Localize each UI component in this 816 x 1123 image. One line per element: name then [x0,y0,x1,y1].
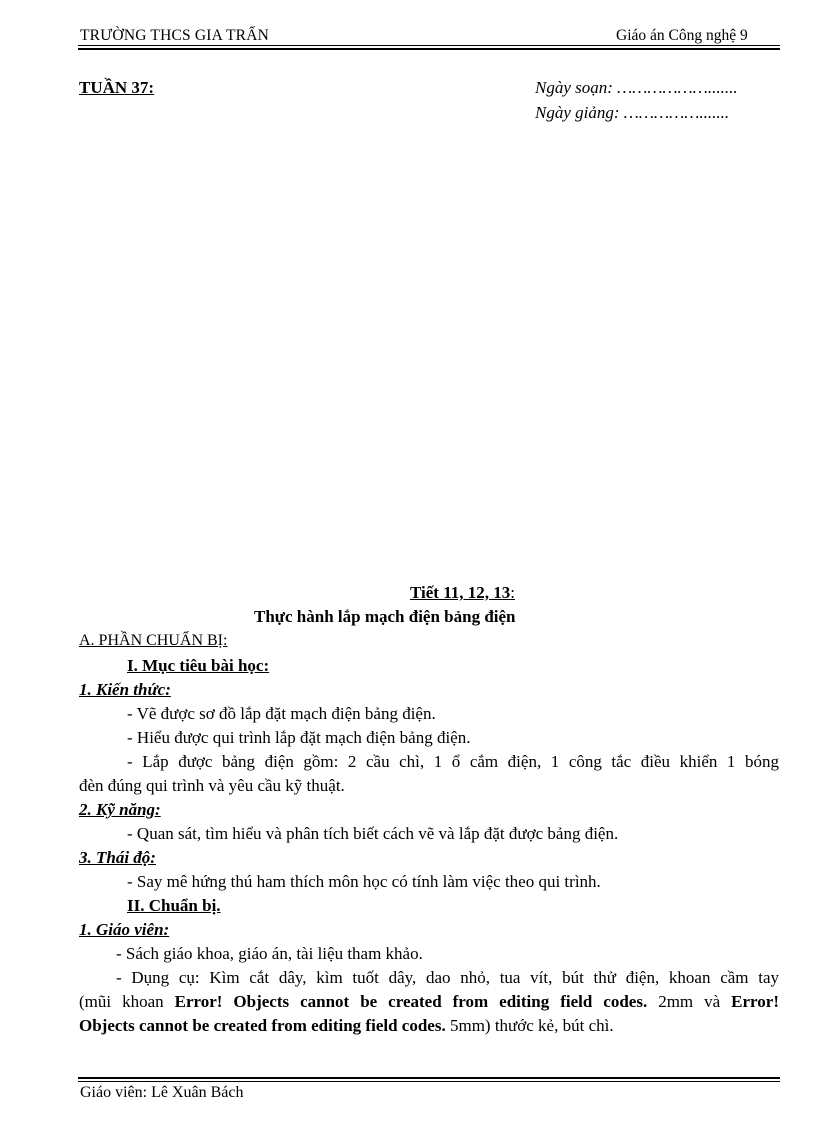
date-taught: Ngày giảng: ……………....... [535,103,730,122]
objectives-heading: I. Mục tiêu bài học: [127,656,270,675]
attitude-heading: 3. Thái độ: [79,848,156,867]
field-error-text: Error! Objects cannot be created from editing field codes. [174,992,648,1011]
preparation-heading: II. Chuẩn bị. [127,896,221,915]
lesson-title: Thực hành lắp mạch điện bảng điện [254,607,516,626]
header-subject: Giáo án Công nghệ 9 [616,27,748,44]
tools-line-3: Objects cannot be created from editing field codes. 5mm) thước kẻ, bút chì. [79,1016,614,1035]
knowledge-item: - Hiểu được qui trình lắp đặt mạch điện bảng điện. [127,728,471,747]
section-a-heading: A. PHẦN CHUẨN BỊ: [79,632,228,649]
materials-item: - Sách giáo khoa, giáo án, tài liệu tham khảo. [116,944,423,963]
header-school: TRƯỜNG THCS GIA TRẤN [80,27,269,44]
skills-heading: 2. Kỹ năng: [79,800,161,819]
knowledge-item: - Lắp được bảng điện gồm: 2 cầu chì, 1 ổ cắm điện, 1 công tắc điều khiển 1 bóng [127,752,779,771]
teacher-heading: 1. Giáo viên: [79,920,170,939]
header-rule-bottom [78,48,780,50]
header-rule-top [78,45,780,46]
footer-rule-top [78,1077,780,1079]
footer-rule-bottom [78,1081,780,1082]
attitude-item: - Say mê hứng thú ham thích môn học có tính làm việc theo qui trình. [127,872,601,891]
tools-line-1: - Dụng cụ: Kìm cắt dây, kìm tuốt dây, dao nhỏ, tua vít, bút thử điện, khoan cầm tay [116,968,779,987]
tools-line-2: (mũi khoan Error! Objects cannot be created from editing field codes. 2mm và Error! [79,992,779,1011]
skills-item: - Quan sát, tìm hiểu và phân tích biết cách vẽ và lắp đặt được bảng điện. [127,824,619,843]
knowledge-item: - Vẽ được sơ đồ lắp đặt mạch điện bảng điện. [127,704,436,723]
week-label: TUẦN 37: [79,78,155,97]
date-prepared: Ngày soạn: ………………....... [535,78,738,97]
knowledge-heading: 1. Kiến thức: [79,680,171,699]
field-error-text: Error! [731,992,779,1011]
lesson-periods: Tiết 11, 12, 13: [410,583,516,602]
field-error-text: Objects cannot be created from editing field codes. [79,1016,446,1035]
footer-teacher: Giáo viên: Lê Xuân Bách [80,1084,244,1101]
knowledge-item-cont: đèn đúng qui trình và yêu cầu kỹ thuật. [79,776,345,795]
